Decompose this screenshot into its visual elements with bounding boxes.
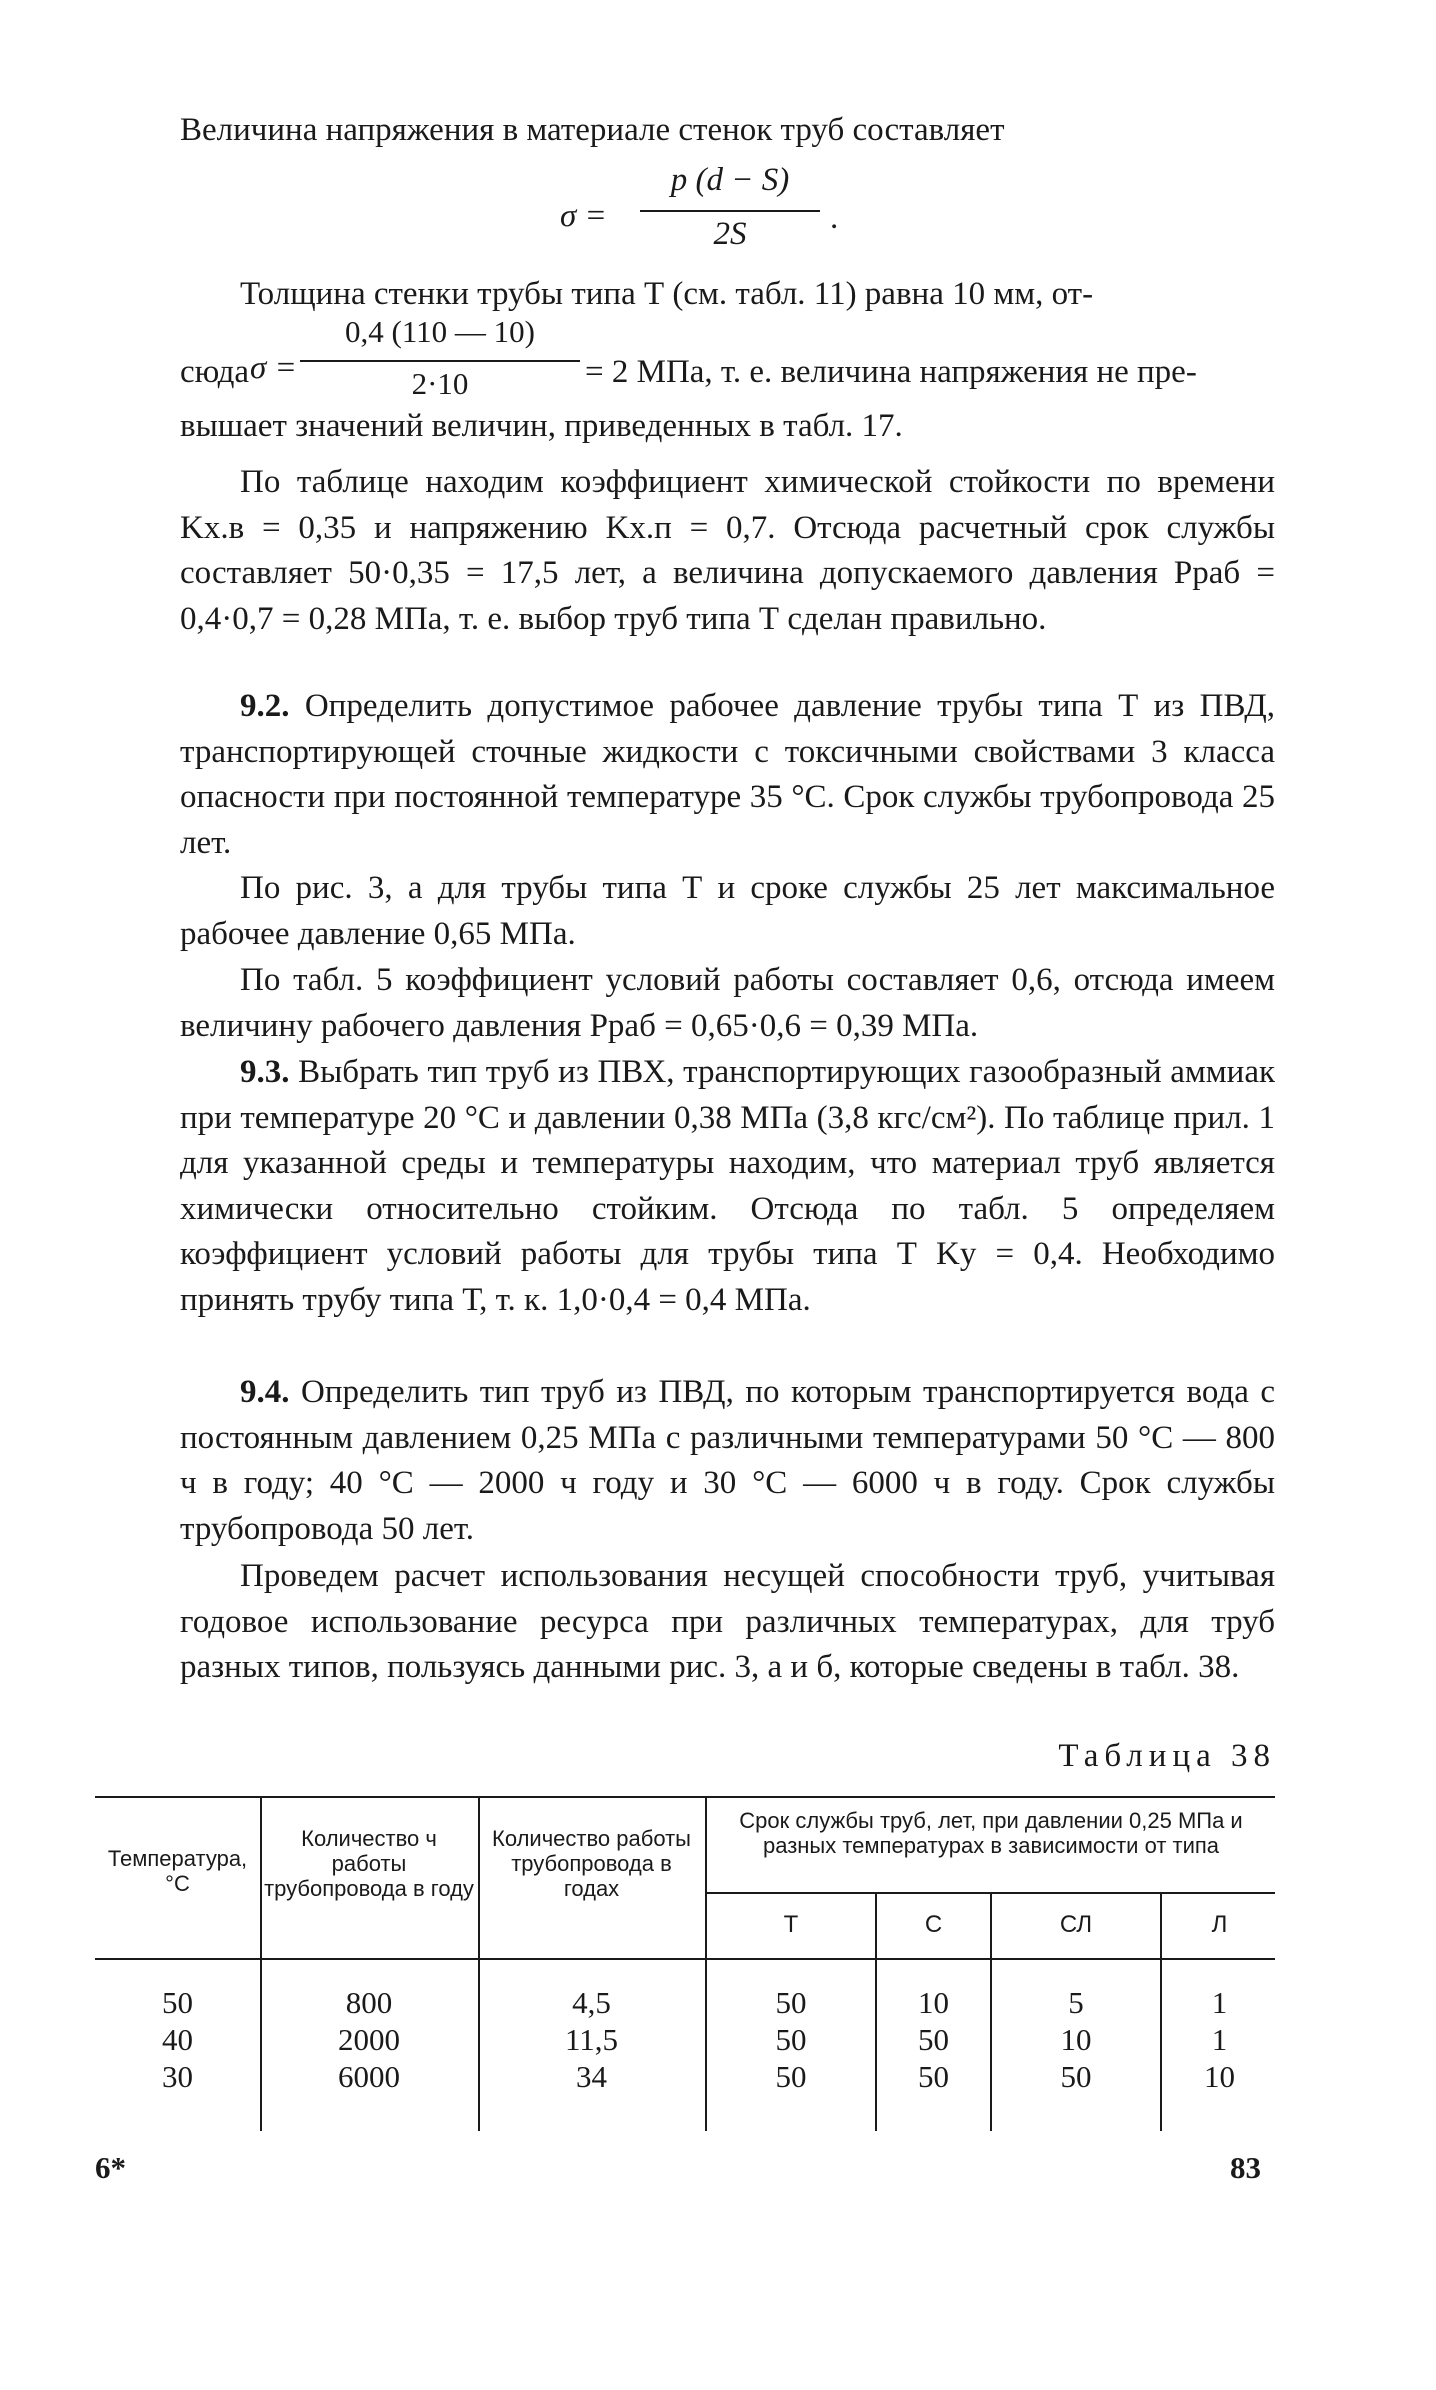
column-divider: [260, 1796, 262, 2131]
signature-mark: 6*: [95, 2150, 126, 2185]
thickness-line-3: вышает значений величин, приведенных в табл. 17.: [180, 408, 903, 444]
table-cell: 40: [162, 2022, 193, 2057]
formula-denominator: 2S: [713, 216, 747, 252]
column-divider: [990, 1892, 992, 2131]
table-cell: 10: [1204, 2059, 1235, 2094]
table-cell: 5: [1068, 1985, 1084, 2020]
section-number: 9.3.: [240, 1054, 290, 1090]
formula-numerator: p (d − S): [670, 162, 790, 198]
table-header-rule: [95, 1958, 1275, 1960]
fraction-bar: [640, 210, 820, 212]
table-cell: 4,5: [572, 1985, 611, 2020]
table-cell: 50: [775, 2022, 807, 2057]
formula-period: .: [830, 200, 839, 236]
paragraph-fig3: По рис. 3, а для трубы типа Т и сроке службы 25 лет максимальное рабочее давление 0,65 МПа.: [180, 870, 1275, 952]
table-cell: 50: [1060, 2059, 1092, 2094]
header-type-l: Л: [1211, 1911, 1228, 1938]
section-number: 9.2.: [240, 688, 290, 724]
page-number: 83: [1230, 2150, 1261, 2185]
paragraph-9-2: [180, 684, 1275, 866]
table-cell: 10: [1060, 2022, 1092, 2057]
thickness-suffix: = 2 МПа, т. е. величина напряжения не пре-: [585, 354, 1197, 390]
column-divider: [478, 1796, 480, 2131]
section-text: Определить допустимое рабочее давление трубы типа Т из ПВД, транспортирующей сточные жидкости с токсичными свойствами 3 класса опасности при постоянной температуре 35 °С. Срок службы трубопровода 25 лет.: [180, 688, 1276, 861]
table-cell: 50: [918, 2059, 949, 2094]
section-text: Определить тип труб из ПВД, по которым транспортируется вода с постоянным давлением 0,25 МПа с различными температурами 50 °С — 800 ч в году; 40 °С — 2000 ч году и 30 °С — 6000 ч в году. Срок службы трубопровода 50 лет.: [180, 1374, 1275, 1547]
column-divider: [875, 1892, 877, 2131]
formula2-lhs: σ =: [250, 350, 297, 386]
table-cell: 2000: [338, 2022, 400, 2057]
table-cell: 50: [775, 2059, 807, 2094]
header-type-s: С: [924, 1911, 943, 1938]
header-type-sl: СЛ: [1059, 1911, 1093, 1938]
paragraph-9-3: [180, 1050, 1275, 1323]
header-years: Количество работы трубопровода в годах: [492, 1826, 691, 1901]
thickness-prefix: сюда: [180, 354, 250, 390]
intro-text: Величина напряжения в материале стенок труб составляет: [180, 112, 1005, 148]
paragraph-table5: По табл. 5 коэффициент условий работы составляет 0,6, отсюда имеем величину рабочего давления Pраб = 0,65·0,6 = 0,39 МПа.: [180, 962, 1275, 1044]
paragraph-9-4: [180, 1370, 1275, 1552]
table-cell: 800: [345, 1985, 393, 2020]
table-top-rule: [95, 1796, 1275, 1798]
section-number: 9.4.: [240, 1374, 290, 1410]
header-temperature: Температура, °С: [107, 1846, 248, 1896]
table-cell: 11,5: [564, 2022, 619, 2057]
column-divider: [1160, 1892, 1162, 2131]
thickness-line-1: Толщина стенки трубы типа Т (см. табл. 11) равна 10 мм, от-: [240, 276, 1094, 312]
table-cell: 10: [918, 1985, 949, 2020]
header-hours: Количество ч работы трубопровода в году: [264, 1826, 474, 1901]
table-cell: 50: [918, 2022, 949, 2057]
formula-lhs: σ =: [560, 198, 607, 234]
paragraph-calculation: Проведем расчет использования несущей способности труб, учитывая годовое использование ресурса при различных температурах, для труб разных типов, пользуясь данными рис. 3, а и б, которые сведены в табл. 38.: [180, 1558, 1275, 1685]
fraction-bar-2: [300, 360, 580, 362]
table-cell: 1: [1211, 2022, 1228, 2057]
table-cell: 50: [775, 1985, 807, 2020]
section-text: Выбрать тип труб из ПВХ, транспортирующих газообразный аммиак при температуре 20 °С и давлении 0,38 МПа (3,8 кгс/см²). По таблице прил. 1 для указанной среды и температуры находим, что материал труб является химически относительно стойким. Отсюда по табл. 5 определяем коэффициент условий работы для трубы типа Т Kу = 0,4. Необходимо принять трубу типа Т, т. к. 1,0·0,4 = 0,4 МПа.: [180, 1054, 1275, 1318]
table-caption: Таблица 38: [1058, 1738, 1276, 1774]
header-service-life: Срок службы труб, лет, при давлении 0,25 МПа и разных температурах в зависимости от типа: [739, 1808, 1243, 1858]
table-cell: 30: [162, 2059, 193, 2094]
header-type-t: Т: [783, 1911, 799, 1938]
table-cell: 6000: [338, 2059, 400, 2094]
table-cell: 1: [1211, 1985, 1228, 2020]
column-divider: [705, 1796, 707, 2131]
table-cell: 34: [576, 2059, 607, 2094]
paragraph-chem-resistance: По таблице находим коэффициент химической стойкости по времени Kх.в = 0,35 и напряжению Kх.п = 0,7. Отсюда расчетный срок службы составляет 50·0,35 = 17,5 лет, а величина допускаемого давления Pраб = 0,4·0,7 = 0,28 МПа, т. е. выбор труб типа Т сделан правильно.: [180, 464, 1275, 637]
table-cell: 50: [162, 1985, 193, 2020]
formula2-numerator: 0,4 (110 — 10): [345, 314, 535, 349]
formula2-denominator: 2·10: [411, 366, 469, 401]
